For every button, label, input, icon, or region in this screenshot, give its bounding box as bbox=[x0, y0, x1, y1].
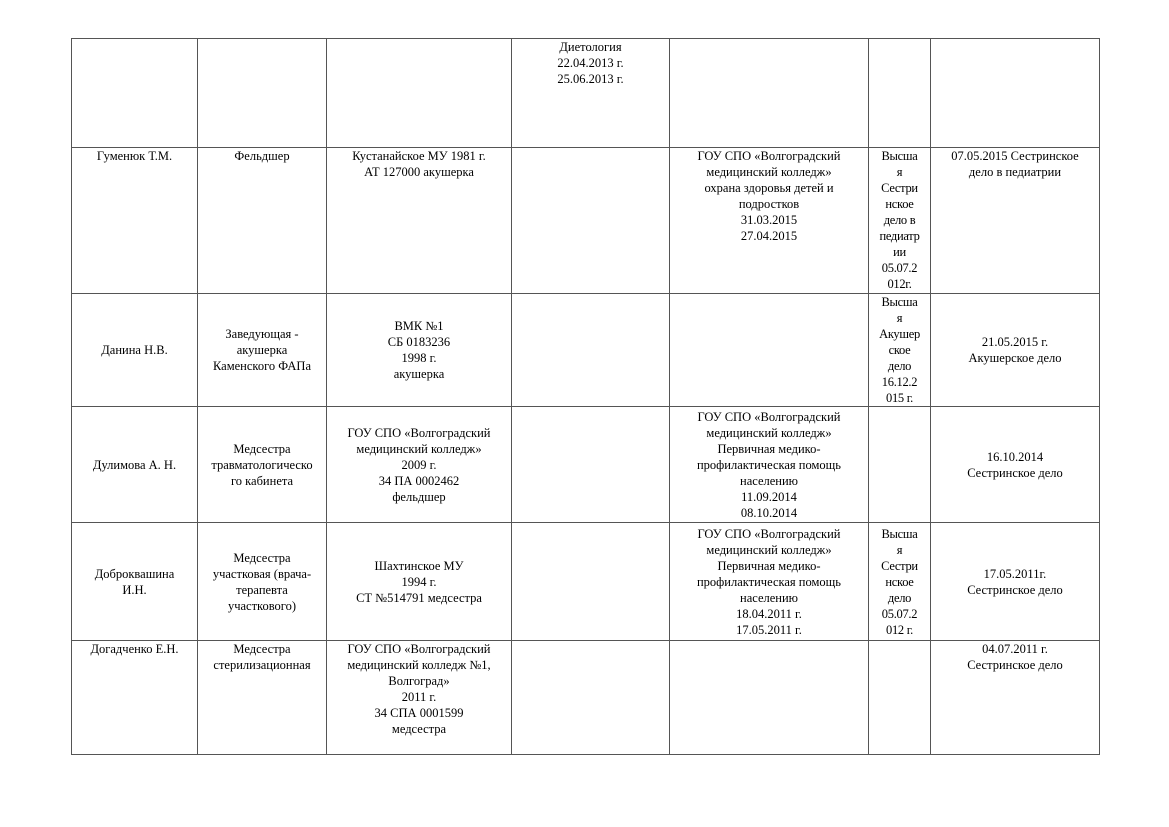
spec-training-cell bbox=[512, 523, 670, 641]
name-cell: Догадченко Е.Н. bbox=[72, 641, 198, 755]
category-cell: Высша я Сестри нское дело 05.07.2 012 г. bbox=[869, 523, 931, 641]
name-cell: Доброквашина И.Н. bbox=[72, 523, 198, 641]
certificate-cell: 17.05.2011г. Сестринское дело bbox=[931, 523, 1100, 641]
education-cell: ГОУ СПО «Волгоградский медицинский колледж» 2009 г. 34 ПА 0002462 фельдшер bbox=[327, 407, 512, 523]
name-cell: Данина Н.В. bbox=[72, 294, 198, 407]
position-cell bbox=[198, 39, 327, 148]
education-cell: Кустанайское МУ 1981 г. АТ 127000 акушерка bbox=[327, 148, 512, 294]
advanced-training-cell bbox=[670, 39, 869, 148]
category-cell: Высша я Акушер ское дело 16.12.2 015 г. bbox=[869, 294, 931, 407]
table-row bbox=[72, 148, 1100, 294]
position-cell: Медсестра участковая (врача- терапевта участкового) bbox=[198, 523, 327, 641]
education-cell: ВМК №1 СБ 0183236 1998 г. акушерка bbox=[327, 294, 512, 407]
advanced-training-cell: ГОУ СПО «Волгоградский медицинский колледж» охрана здоровья детей и подростков 31.03.2015 27.04.2015 bbox=[670, 148, 869, 294]
advanced-training-cell: ГОУ СПО «Волгоградский медицинский колледж» Первичная медико- профилактическая помощь населению 18.04.2011 г. 17.05.2011 г. bbox=[670, 523, 869, 641]
category-cell: Высша я Сестри нское дело в педиатр ии 05.07.2 012г. bbox=[869, 148, 931, 294]
certificate-cell: 16.10.2014 Сестринское дело bbox=[931, 407, 1100, 523]
spec-training-cell bbox=[512, 641, 670, 755]
advanced-training-cell: ГОУ СПО «Волгоградский медицинский колледж» Первичная медико- профилактическая помощь населению 11.09.2014 08.10.2014 bbox=[670, 407, 869, 523]
education-cell: Шахтинское МУ 1994 г. СТ №514791 медсестра bbox=[327, 523, 512, 641]
name-cell bbox=[72, 39, 198, 148]
spec-training-cell bbox=[512, 294, 670, 407]
education-cell: ГОУ СПО «Волгоградский медицинский колледж №1, Волгоград» 2011 г. 34 СПА 0001599 медсестра bbox=[327, 641, 512, 755]
staff-table bbox=[71, 38, 1100, 755]
education-cell bbox=[327, 39, 512, 148]
certificate-cell: 07.05.2015 Сестринское дело в педиатрии bbox=[931, 148, 1100, 294]
spec-training-cell: Диетология 22.04.2013 г. 25.06.2013 г. bbox=[512, 39, 670, 148]
table-row bbox=[72, 641, 1100, 755]
position-cell: Фельдшер bbox=[198, 148, 327, 294]
name-cell: Дулимова А. Н. bbox=[72, 407, 198, 523]
table-row bbox=[72, 294, 1100, 407]
spec-training-cell bbox=[512, 407, 670, 523]
certificate-cell: 21.05.2015 г. Акушерское дело bbox=[931, 294, 1100, 407]
spec-training-cell bbox=[512, 148, 670, 294]
position-cell: Заведующая - акушерка Каменского ФАПа bbox=[198, 294, 327, 407]
table-row bbox=[72, 407, 1100, 523]
advanced-training-cell bbox=[670, 641, 869, 755]
advanced-training-cell bbox=[670, 294, 869, 407]
name-cell: Гуменюк Т.М. bbox=[72, 148, 198, 294]
position-cell: Медсестра стерилизационная bbox=[198, 641, 327, 755]
table-row bbox=[72, 39, 1100, 148]
table-row bbox=[72, 523, 1100, 641]
certificate-cell: 04.07.2011 г. Сестринское дело bbox=[931, 641, 1100, 755]
category-cell bbox=[869, 407, 931, 523]
category-cell bbox=[869, 39, 931, 148]
position-cell: Медсестра травматологическо го кабинета bbox=[198, 407, 327, 523]
certificate-cell bbox=[931, 39, 1100, 148]
category-cell bbox=[869, 641, 931, 755]
